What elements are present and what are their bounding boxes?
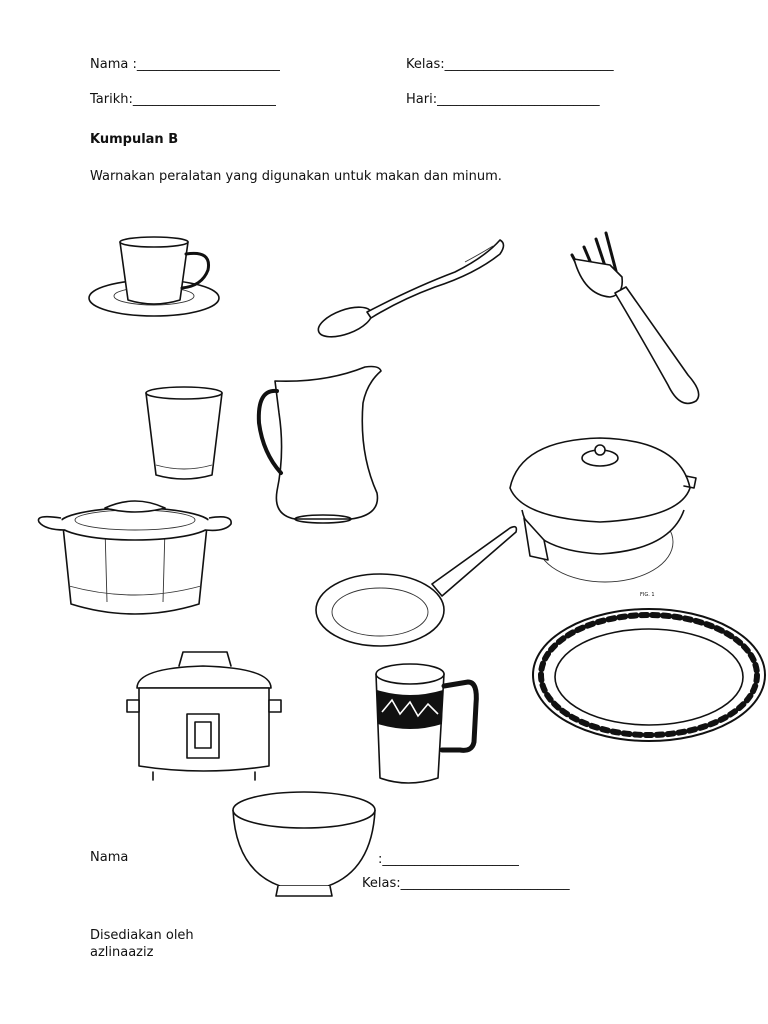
prepared-by-label: Disediakan oleh bbox=[90, 928, 194, 943]
jug-icon bbox=[255, 363, 385, 525]
frying-pan-icon bbox=[312, 520, 522, 655]
footer-nama-label: Nama bbox=[90, 850, 129, 865]
tarikh-field: Tarikh:______________________ bbox=[90, 92, 276, 107]
electric-wok-icon bbox=[500, 430, 700, 590]
spoon-icon bbox=[315, 232, 510, 342]
kelas-field: Kelas:__________________________ bbox=[406, 57, 614, 72]
cup-and-saucer-icon bbox=[72, 228, 232, 328]
instruction-text: Warnakan peralatan yang digunakan untuk makan dan minum. bbox=[90, 169, 502, 184]
footer-kelas-field: Kelas:__________________________ bbox=[362, 876, 570, 891]
mug-icon bbox=[372, 660, 482, 790]
nama-field: Nama :______________________ bbox=[90, 57, 280, 72]
figure-label: FIG. 1 bbox=[640, 592, 655, 598]
cooking-pot-icon bbox=[35, 494, 235, 624]
group-title: Kumpulan B bbox=[90, 132, 179, 147]
hari-field: Hari:_________________________ bbox=[406, 92, 600, 107]
footer-nama-line: :_____________________ bbox=[378, 852, 519, 867]
author-name: azlinaaziz bbox=[90, 945, 154, 960]
bowl-icon bbox=[230, 790, 378, 900]
fork-icon bbox=[560, 225, 710, 415]
drinking-glass-icon bbox=[142, 385, 227, 485]
rice-cooker-icon bbox=[123, 648, 285, 783]
plate-icon bbox=[530, 605, 768, 745]
